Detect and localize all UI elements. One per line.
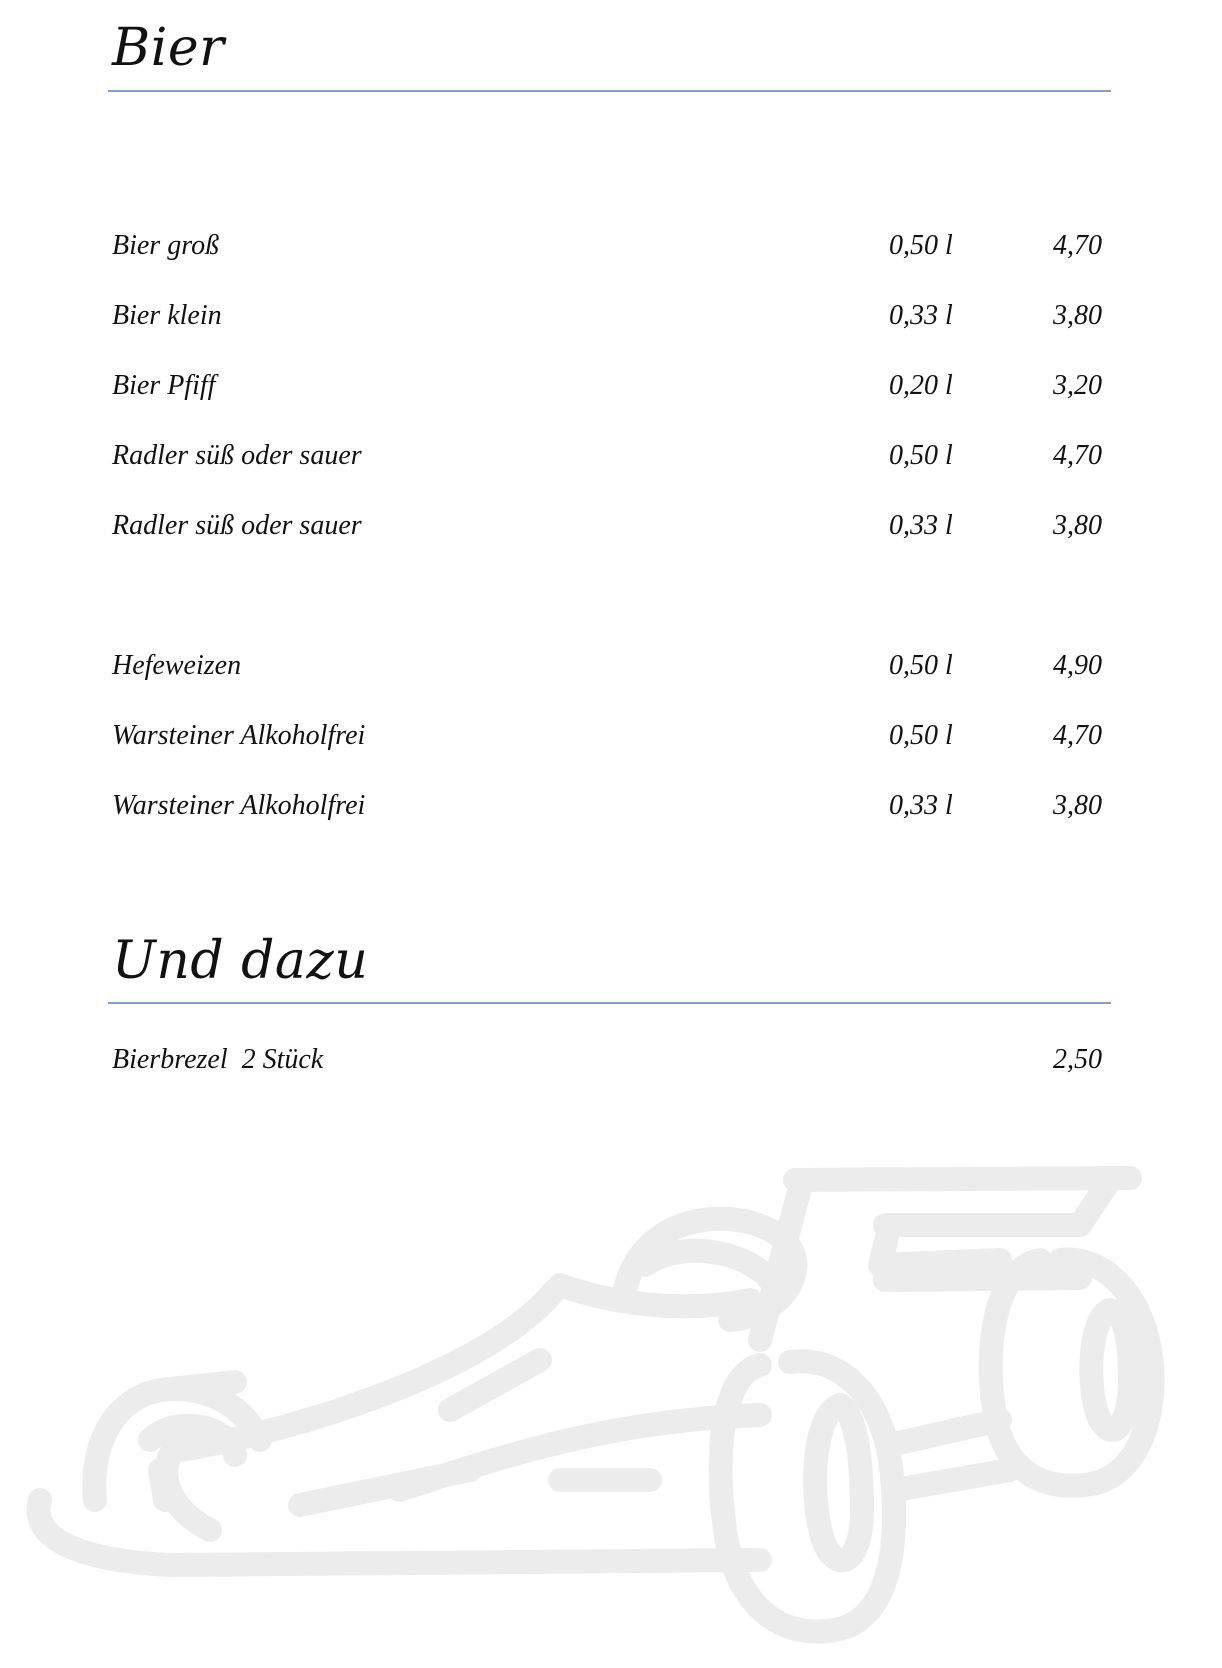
menu-row [112, 296, 1102, 336]
menu-row [112, 1040, 1102, 1080]
item-size: 0,33 l [889, 790, 953, 821]
item-price: 3,20 [1053, 370, 1102, 401]
menu-row [112, 436, 1102, 476]
item-name: Hefeweizen [112, 650, 242, 681]
race-car-icon [0, 1150, 1222, 1668]
item-name: Bier klein [112, 300, 222, 331]
item-price: 3,80 [1053, 300, 1102, 331]
item-name: Bier Pfiff [112, 370, 216, 401]
item-name: Bier groß [112, 230, 220, 261]
item-size: 0,50 l [889, 230, 953, 261]
item-price: 4,70 [1053, 720, 1102, 751]
item-size: 0,50 l [889, 720, 953, 751]
item-size: 0,50 l [889, 650, 953, 681]
item-name: Warsteiner Alkoholfrei [112, 720, 366, 751]
section-title-bier: Bier [112, 18, 225, 78]
menu-row [112, 226, 1102, 266]
item-size: 0,50 l [889, 440, 953, 471]
item-size: 0,20 l [889, 370, 953, 401]
menu-row [112, 716, 1102, 756]
item-price: 4,70 [1053, 230, 1102, 261]
item-name: Bierbrezel 2 Stück [112, 1044, 324, 1075]
item-price: 2,50 [1053, 1044, 1102, 1075]
menu-row [112, 646, 1102, 686]
item-price: 3,80 [1053, 790, 1102, 821]
menu-row [112, 786, 1102, 826]
item-name: Warsteiner Alkoholfrei [112, 790, 366, 821]
section-divider [108, 1002, 1111, 1004]
item-price: 4,70 [1053, 440, 1102, 471]
item-price: 4,90 [1053, 650, 1102, 681]
item-size: 0,33 l [889, 300, 953, 331]
menu-row [112, 366, 1102, 406]
menu-row [112, 506, 1102, 546]
item-name: Radler süß oder sauer [112, 440, 362, 471]
section-title-und-dazu: Und dazu [112, 931, 369, 991]
section-divider [108, 90, 1111, 92]
item-size: 0,33 l [889, 510, 953, 541]
item-price: 3,80 [1053, 510, 1102, 541]
item-name: Radler süß oder sauer [112, 510, 362, 541]
